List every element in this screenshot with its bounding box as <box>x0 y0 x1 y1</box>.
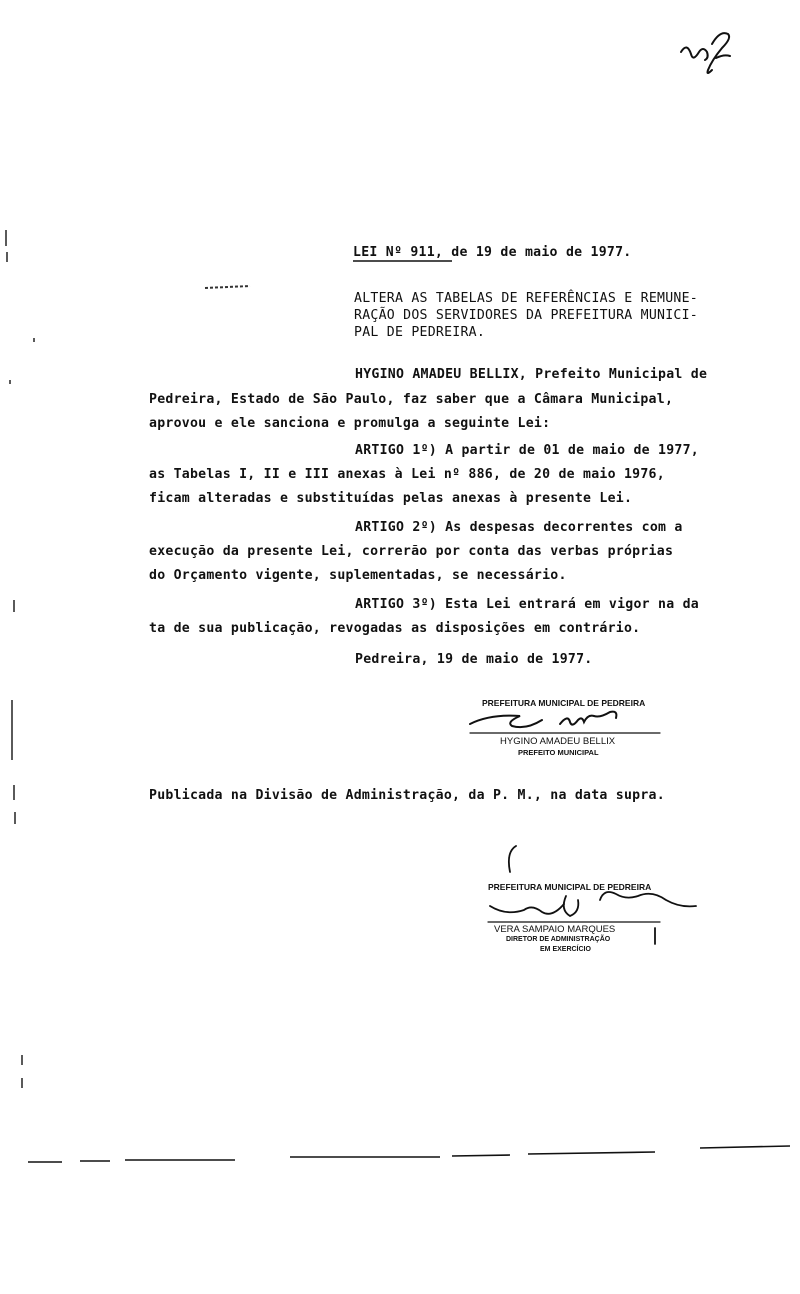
left-edge-marks <box>6 230 34 1088</box>
preamble-line-3: aprovou e ele sanciona e promulga a seguinte Lei: <box>149 416 551 431</box>
law-title <box>353 245 631 260</box>
stamp1-header: PREFEITURA MUNICIPAL DE PEDREIRA <box>482 698 646 708</box>
place-date: Pedreira, 19 de maio de 1977. <box>355 652 593 667</box>
signature-1 <box>470 712 660 733</box>
publication-note: Publicada na Divisão de Administração, da P. M., na data supra. <box>149 788 665 803</box>
page-mark-handwriting <box>681 33 730 73</box>
artigo2-line-3: do Orçamento vigente, suplementadas, se necessário. <box>149 568 567 583</box>
ementa-line-3: PAL DE PEDREIRA. <box>354 325 486 340</box>
dash-mark <box>205 286 250 288</box>
ementa-line-2: RAÇÃO DOS SERVIDORES DA PREFEITURA MUNICI- <box>354 308 698 323</box>
artigo1-line-2: as Tabelas I, II e III anexas à Lei nº 886, de 20 de maio 1976, <box>149 467 665 482</box>
artigo3-line-2: ta de sua publicação, revogadas as disposições em contrário. <box>149 621 641 636</box>
artigo2-line-2: execução da presente Lei, correrão por conta das verbas próprias <box>149 544 674 559</box>
ementa-line-1: ALTERA AS TABELAS DE REFERÊNCIAS E REMUNE- <box>354 291 698 306</box>
preamble-line-2: Pedreira, Estado de São Paulo, faz saber que a Câmara Municipal, <box>149 392 674 407</box>
law-number: LEI Nº 911 <box>353 245 435 260</box>
stamp2-role-line2: EM EXERCÍCIO <box>540 946 591 953</box>
stamp2-role-line1: DIRETOR DE ADMINISTRAÇÃO <box>506 936 611 943</box>
artigo1-line-3: ficam alteradas e substituídas pelas anexas à presente Lei. <box>149 491 633 506</box>
stamp2-header: PREFEITURA MUNICIPAL DE PEDREIRA <box>488 882 652 892</box>
stamp1-role: PREFEITO MUNICIPAL <box>518 748 599 757</box>
artigo2-line-1: ARTIGO 2º) As despesas decorrentes com a <box>355 520 683 535</box>
artigo1-line-1: ARTIGO 1º) A partir de 01 de maio de 1977, <box>355 443 699 458</box>
law-date: , de 19 de maio de 1977. <box>434 245 632 260</box>
stamp1-name: HYGINO AMADEU BELLIX <box>500 736 616 747</box>
preamble-line-1: HYGINO AMADEU BELLIX, Prefeito Municipal de <box>355 367 708 382</box>
artigo3-line-1: ARTIGO 3º) Esta Lei entrará em vigor na da <box>355 597 699 612</box>
bottom-dashed-line <box>28 1146 790 1162</box>
stamp2-name: VERA SAMPAIO MARQUES <box>494 924 616 935</box>
